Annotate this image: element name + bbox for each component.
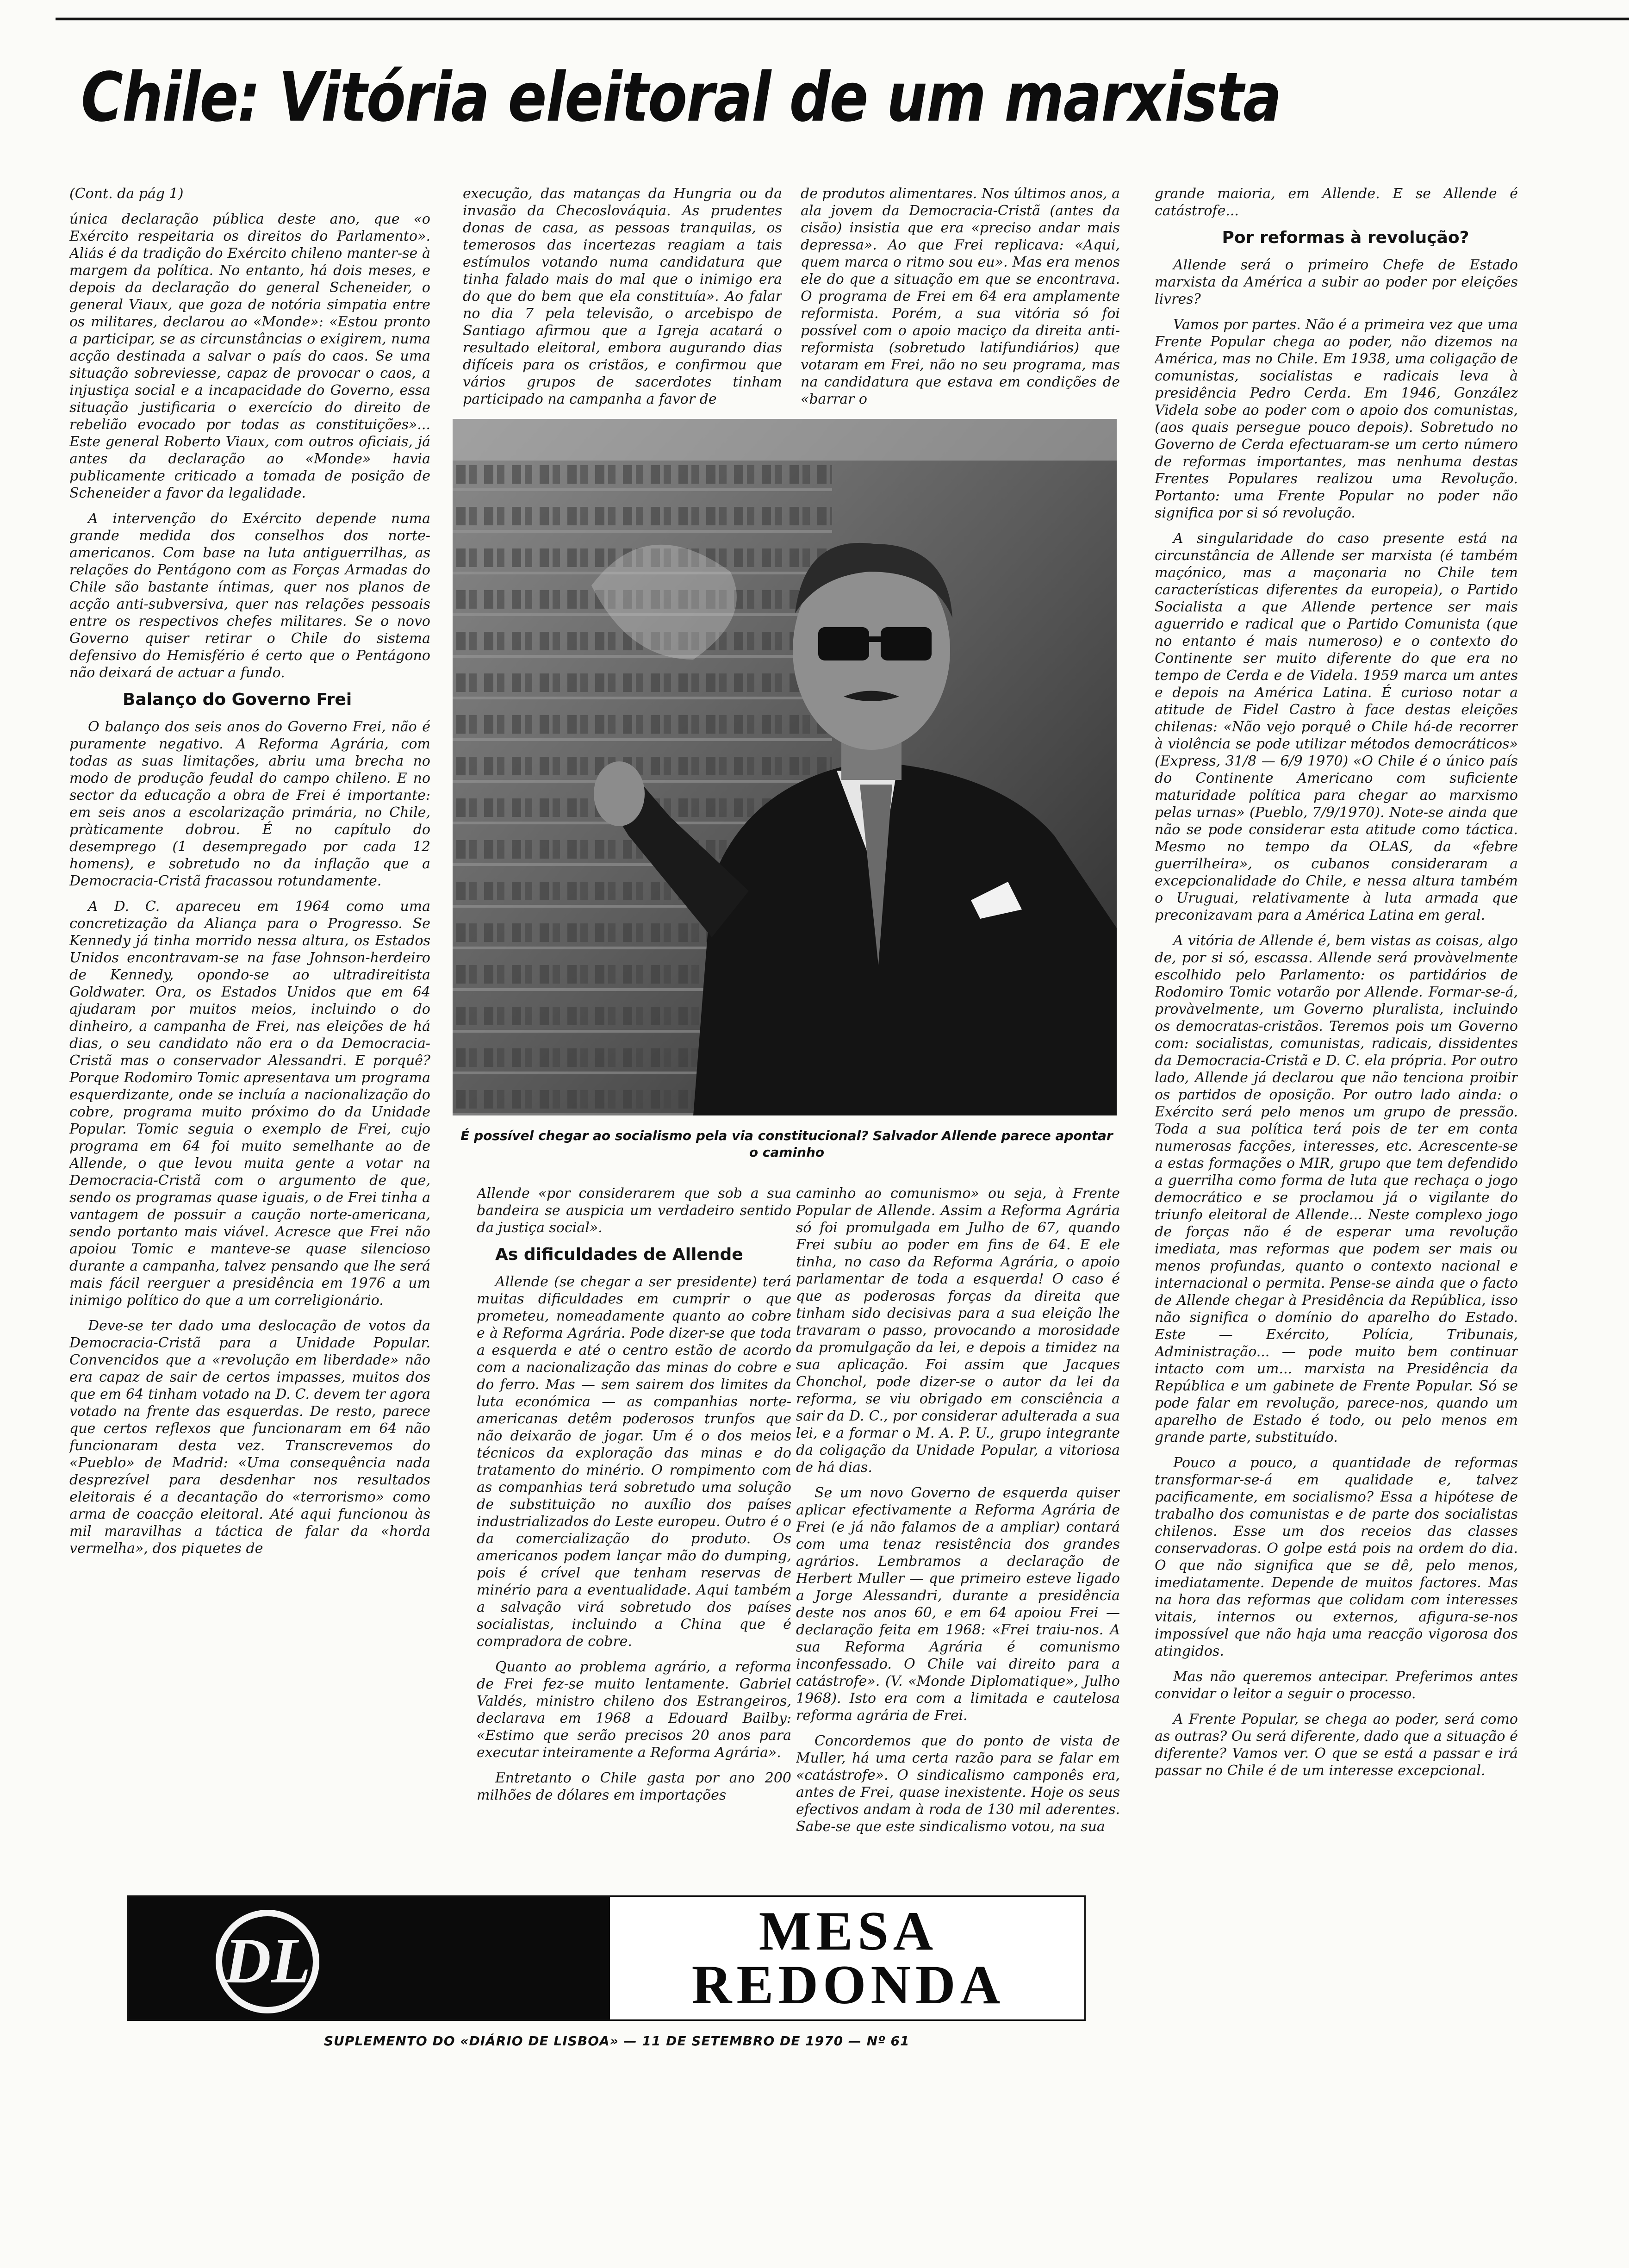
article-column-3-bottom	[796, 1185, 1120, 1888]
article-column-2-top	[463, 185, 782, 412]
continued-note: (Cont. da pág 1)	[69, 186, 184, 202]
mesa-redonda-masthead	[127, 1895, 1086, 2021]
article-column-1	[69, 185, 430, 1884]
paragraph: caminho ao comunismo» ou seja, à Frente Popular de Allende. Assim a Reforma Agrária só foi promulgada em Julho de 67, quando Frei subiu ao poder em fins de 64. E ele tinha, no caso da Reforma Agrária, o apoio parlamentar de toda a esquerda! O caso é que as poderosas forças da direita que tinham sido decisivas para a sua eleição lhe travaram o passo, provocando a morosidade da promulgação da lei, e depois a timidez na sua aplicação. Foi assim que Jacques Chonchol, pode dizer-se o autor da lei da reforma, se viu obrigado em consciência a sair da D. C., por considerar adulterada a sua lei, e a formar o M. A. P. U., grupo integrante da coligação da Unidade Popular, a vitoriosa de há dias.	[796, 1185, 1120, 1476]
paragraph: Pouco a pouco, a quantidade de reformas transformar-se-á em qualidade e, talvez pacificamente, em socialismo? Essa a hipótese de trabalho dos comunistas e de parte dos socialistas chilenos. Esse um dos receios das classes conservadoras. O golpe está pois na ordem do dia. O que não significa que se dê, pelo menos, imediatamente. Depende de muitos factores. Mas na hora das reformas que colidam com interesses vitais, internos ou externos, afigura-se-nos impossível que não haja uma reacção vigorosa dos atingidos.	[1155, 1455, 1518, 1659]
paragraph: A vitória de Allende é, bem vistas as coisas, algo de, por si só, escassa. Allende será provàvelmente escolhido pelo Parlamento: os partidários de Rodomiro Tomic votarão por Allende. Formar-se-á, provàvelmente, um Governo pluralista, incluindo os democratas-cristãos. Teremos pois um Governo com: socialistas, comunistas, radicais, dissidentes da Democracia-Cristã e D. C. ela própria. Por outro lado, Allende já declarou que não tenciona proibir os partidos de oposição. Por outro lado ainda: o Exército será pelo menos um grupo de pressão. Toda a sua política terá pois de ter em conta numerosas facções, interesses, etc. Acrescente-se a estas formações o MIR, grupo que tem defendido a guerrilha como forma de luta que rechaça o jogo democrático e se proclamou já o vigilante do triunfo eleitoral de Allende... Neste complexo jogo de forças não é de esperar uma revolução imediata, mas reformas que podem ser mais ou menos profundas, quanto o contexto nacional e internacional o permita. Pense-se ainda que o facto de Allende chegar à Presidência da República, isso não significa o domínio do aparelho do Estado. Este — Exército, Polícia, Tribunais, Administração... — pode muito bem continuar intacto com um... marxista na Presidência da República e um gabinete de Frente Popular. Só se pode falar em revolução, parece-nos, quando um aparelho de Estado é todo, ou pelo menos em grande parte, substituído.	[1155, 933, 1518, 1446]
paragraph: A Frente Popular, se chega ao poder, será como as outras? Ou será diferente, dado que a situação é diferente? Vamos ver. O que se está a passar e irá passar no Chile é de um interesse excepcional.	[1155, 1711, 1518, 1779]
paragraph: Deve-se ter dado uma deslocação de votos da Democracia-Cristã para a Unidade Popular. Convencidos que a «revolução em liberdade» não era capaz de sair de certos impasses, muitos dos que em 64 tinham votado na D. C. devem ter agora votado na frente das esquerdas. De resto, parece que certos reflexos que funcionaram em 64 não funcionaram desta vez. Transcrevemos do «Pueblo» de Madrid: «Uma consequência nada desprezível para desdenhar nos resultados eleitorais é a decantação do «terrorismo» como arma de coacção eleitoral. Até aqui funcionou às mil maravilhas a táctica de falar da «horda vermelha», dos piquetes de	[69, 1318, 430, 1557]
masthead-title	[617, 1900, 1080, 2015]
paragraph: execução, das matanças da Hungria ou da invasão da Checoslováquia. As prudentes donas de casa, as pessoas tranquilas, os temerosos das incertezas reagiam a tais estímulos votando numa candidatura que tinha falado mais do mal que o inimigo era do que do bem que ela constituía». Ao falar no dia 7 pela televisão, o arcebispo de Santiago afirmou que a Igreja acatará o resultado eleitoral, embora augurando dias difíceis para os cristãos, e confirmou que vários grupos de sacerdotes tinham participado na campanha a favor de	[463, 186, 782, 407]
subheading-dificuldades: As dificuldades de Allende	[495, 1245, 743, 1264]
dl-logo-text: DL	[224, 1925, 311, 1997]
paragraph: Concordemos que do ponto de vista de Muller, há uma certa razão para se falar em «catástrofe». O sindicalismo camponês era, antes de Frei, quase inexistente. Hoje os seus efectivos andam à roda de 130 mil aderentes. Sabe-se que este sindicalismo votou, na sua	[796, 1733, 1120, 1835]
subheading-balanco: Balanço do Governo Frei	[123, 690, 352, 709]
paragraph: Entretanto o Chile gasta por ano 200 milhões de dólares em importações	[477, 1770, 791, 1803]
allende-photo-illustration	[453, 419, 1117, 1115]
paragraph: Mas não queremos antecipar. Preferimos antes convidar o leitor a seguir o processo.	[1155, 1669, 1518, 1702]
headline: Chile: Vitória eleitoral de um marxista	[81, 58, 1281, 137]
paragraph: Allende (se chegar a ser presidente) terá muitas dificuldades em cumprir o que prometeu, nomeadamente quanto ao cobre e à Reforma Agrária. Pode dizer-se que toda a esquerda e até o centro estão de acordo com a nacionalização das minas do cobre e do ferro. Mas — sem sairem dos limites da luta económica — as companhias norte-americanas detêm poderosos trunfos que não deixarão de jogar. Um é o dos meios técnicos da exploração das minas e do tratamento do minério. O rompimento com as companhias terá sobretudo uma solução de substituição no auxílio dos países industrializados do Leste europeu. Outro é o da comercialização do produto. Os americanos podem lançar mão do dumping, pois é crível que tenham reservas de minério para a eventualidade. Aqui também a salvação virá sobretudo dos países socialistas, incluindo a China que é compradora de cobre.	[477, 1274, 791, 1650]
allende-photo	[453, 419, 1117, 1115]
photo-caption: É possível chegar ao socialismo pela via constitucional? Salvador Allende parece apontar o caminho	[460, 1128, 1113, 1160]
paragraph: Allende «por considerarem que sob a sua bandeira se auspicia um verdadeiro sentido da justiça social».	[477, 1185, 791, 1236]
dl-logo-mark	[129, 1897, 610, 2019]
supplement-footer: SUPLEMENTO DO «DIÁRIO DE LISBOA» — 11 DE SETEMBRO DE 1970 — Nº 61	[324, 2033, 910, 2049]
paragraph: Se um novo Governo de esquerda quiser aplicar efectivamente a Reforma Agrária de Frei (e já não falamos de a ampliar) contará com uma tenaz resistência dos grandes agrários. Lembramos a declaração de Herbert Muller — que primeiro esteve ligado a Jorge Alessandri, durante a presidência deste nos anos 60, e em 64 apoiou Frei — declaração feita em 1968: «Frei traiu-nos. A sua Reforma Agrária é comunismo inconfessado. O Chile vai direito para a catástrofe». (V. «Monde Diplomatique», Julho 1968). Isto era com a limitada e cautelosa reforma agrária de Frei.	[796, 1485, 1120, 1724]
subheading-reformas: Por reformas à revolução?	[1222, 228, 1469, 247]
paragraph: Quanto ao problema agrário, a reforma de Frei fez-se muito lentamente. Gabriel Valdés, ministro chileno dos Estrangeiros, declarava em 1968 a Edouard Bailby: «Estimo que serão precisos 20 anos para executar inteiramente a Reforma Agrária».	[477, 1659, 791, 1761]
paragraph: grande maioria, em Allende. E se Allende é catástrofe...	[1155, 186, 1518, 219]
paragraph: O balanço dos seis anos do Governo Frei, não é puramente negativo. A Reforma Agrária, com todas as suas limitações, abriu uma brecha no modo de produção feudal do campo chileno. E no sector da educação a obra de Frei é importante: em seis anos a escolarização primária, no Chile, pràticamente dobrou. É no capítulo do desemprego (1 desempregado por cada 12 homens), e sobretudo no da inflação que a Democracia-Cristã fracassou rotundamente.	[69, 719, 430, 889]
dl-logo	[129, 1897, 610, 2019]
paragraph: única declaração pública deste ano, que «o Exército respeitaria os direitos do Parlamento». Aliás é da tradição do Exército chileno manter-se à margem da política. No entanto, há dois meses, e depois da declaração do general Scheneider, o general Viaux, que goza de notória simpatia entre os militares, declarou ao «Monde»: «Estou pronto a participar, se as circunstâncias o exigirem, numa acção destinada a salvar o país do caos. Se uma situação sobreviesse, capaz de provocar o caos, a injustiça social e a incapacidade do Governo, essa situação justificaria o exercício do direito de rebelião evocado por todas as constituições»... Este general Roberto Viaux, com outros oficiais, já antes da declaração ao «Monde» havia publicamente criticado a tomada de posição de Scheneider a favor da legalidade.	[69, 211, 430, 501]
paragraph: de produtos alimentares. Nos últimos anos, a ala jovem da Democracia-Cristã (antes da cisão) insistia que era «preciso andar mais depressa». Ao que Frei replicava: «Aqui, quem marca o ritmo sou eu». Mas era menos ele do que a situação em que se encontrava. O programa de Frei em 64 era amplamente reformista. Porém, a sua vitória só foi possível com o apoio maciço da direita anti-reformista (sobretudo latifundiários) que votaram em Frei, não no seu programa, mas na candidatura que estava em condições de «barrar o	[801, 186, 1120, 407]
paragraph: Vamos por partes. Não é a primeira vez que uma Frente Popular chega ao poder, não dizemos na América, mas no Chile. Em 1938, uma coligação de comunistas, socialistas e radicais leva à presidência Pedro Cerda. Em 1946, González Videla sobe ao poder com o apoio dos comunistas, (aos quais persegue pouco depois). Sobretudo no Governo de Cerda efectuaram-se um certo número de reformas importantes, mas nenhuma destas Frentes Populares realizou uma Revolução. Portanto: uma Frente Popular no poder não significa por si só revolução.	[1155, 317, 1518, 521]
masthead-title-line1: MESA	[759, 1900, 938, 1962]
top-rule	[56, 18, 1629, 20]
article-column-3-top	[801, 185, 1120, 412]
paragraph: Allende será o primeiro Chefe de Estado marxista da América a subir ao poder por eleições livres?	[1155, 257, 1518, 307]
article-column-4	[1155, 185, 1518, 2268]
masthead-title-line2: REDONDA	[691, 1954, 1005, 2015]
paragraph: A singularidade do caso presente está na circunstância de Allende ser marxista (é também maçónico, mas a maçonaria no Chile tem características diferentes da europeia), o Partido Socialista a que Allende pertence ser mais aguerrido e radical que o Partido Comunista (que no entanto é mais numeroso) e o contexto do Continente ser muito diferente do que era no tempo de Cerda e de Videla. 1959 marca um antes e depois na América Latina. É curioso notar a atitude de Fidel Castro à face destas eleições chilenas: «Não vejo porquê o Chile há-de recorrer à violência se pode utilizar métodos democráticos» (Express, 31/8 — 6/9 1970) «O Chile é o único país do Continente Americano com suficiente maturidade política para chegar ao marxismo pelas urnas» (Pueblo, 7/9/1970). Note-se ainda que não se pode considerar esta atitude como táctica. Mesmo no tempo da OLAS, da «febre guerrilheira», os cubanos consideraram a excepcionalidade do Chile, e nessa altura também o Uruguai, relativamente à luta armada que preconizavam para a América Latina em geral.	[1155, 530, 1518, 923]
paragraph: A intervenção do Exército depende numa grande medida dos conselhos dos norte-americanos. Com base na luta antiguerrilhas, as relações do Pentágono com as Forças Armadas do Chile são bastante íntimas, quer nos planos de acção anti-subversiva, quer nas relações pessoais entre os respectivos chefes militares. Se o novo Governo quiser retirar o Chile do sistema defensivo do Hemisfério é certo que o Pentágono não deixará de actuar a fundo.	[69, 511, 430, 681]
paragraph: A D. C. apareceu em 1964 como uma concretização da Aliança para o Progresso. Se Kennedy já tinha morrido nessa altura, os Estados Unidos encontravam-se na fase Johnson-herdeiro de Kennedy, opondo-se ao ultradireitista Goldwater. Ora, os Estados Unidos que em 64 ajudaram por muitos meios, incluindo o do dinheiro, a campanha de Frei, nas eleições de há dias, o seu candidato não era o da Democracia-Cristã mas o conservador Alessandri. E porquê? Porque Rodomiro Tomic apresentava um programa esquerdizante, onde se incluía a nacionalização do cobre, programa muito próximo do da Unidade Popular. Tomic seguia o exemplo de Frei, cujo programa em 64 foi muito semelhante ao de Allende, o que levou muita gente a votar na Democracia-Cristã com o argumento de que, sendo os programas quase iguais, o de Frei tinha a vantagem de possuir a caução norte-americana, sendo portanto mais viável. Acresce que Frei não apoiou Tomic e manteve-se quase silencioso durante a campanha, talvez pensando que lhe será mais fácil reerguer a presidência em 1976 a um inimigo político do que a um correligionário.	[69, 898, 430, 1308]
article-column-2-bottom	[477, 1185, 791, 1888]
